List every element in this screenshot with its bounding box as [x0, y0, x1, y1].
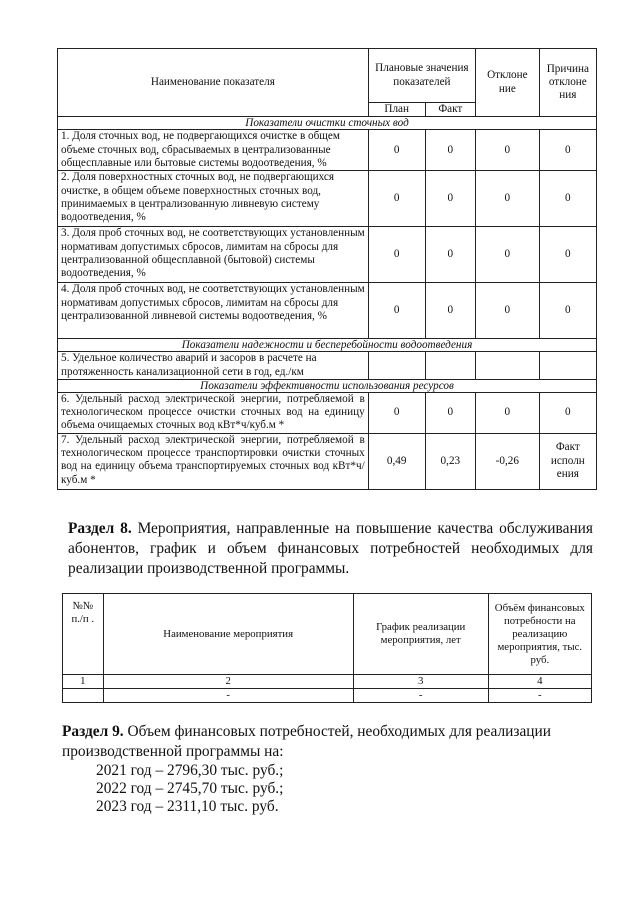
row-fact: 0 [425, 130, 475, 171]
row-reason: 0 [539, 130, 596, 171]
row-deviation: 0 [476, 392, 540, 433]
row-plan: 0 [368, 283, 425, 339]
row-name: 7. Удельный расход электрической энергии, потребляемой в технологическом процессе транспортировки очистки сточных вод на единицу объема транспортируемых сточных вод кВт*ч/куб.м * [58, 433, 369, 489]
row-fact [425, 352, 475, 380]
col-number: 3 [353, 675, 488, 689]
col-header-name: Наименование мероприятия [103, 594, 353, 675]
table-row [58, 433, 597, 489]
row-plan: 0 [368, 130, 425, 171]
row-fact: 0 [425, 283, 475, 339]
row-reason: 0 [539, 227, 596, 283]
row-reason: Факт исполн ения [539, 433, 596, 489]
col-header-fact: Факт [425, 103, 475, 117]
row-fact: 0 [425, 392, 475, 433]
table-row [58, 130, 597, 171]
section-8-paragraph [68, 519, 593, 579]
row-name: 5. Удельное количество аварий и засоров в расчете на протяженность канализационной сети в год, ед./км [58, 352, 369, 380]
section-8-label: Раздел 8. [68, 520, 132, 537]
row-finance: - [488, 689, 591, 703]
row-schedule: - [353, 689, 488, 703]
section-9-text: Объем финансовых потребностей, необходимых для реализации производственной программы на: [62, 723, 551, 760]
section-8-text: Мероприятия, направленные на повышение качества обслуживания абонентов, график и объем финансовых потребностей необходимых для реализации производственной программы. [68, 520, 593, 577]
col-header-deviation: Отклоне ние [476, 49, 540, 117]
row-fact: 0 [425, 171, 475, 227]
table-row [58, 227, 597, 283]
year-line: 2021 год – 2796,30 тыс. руб.; [96, 762, 284, 779]
row-name: - [103, 689, 353, 703]
numbering-row [63, 675, 592, 689]
table-row [58, 392, 597, 433]
col-header-num: №№ п./п . [63, 594, 104, 675]
row-reason: 0 [539, 283, 596, 339]
table-row [63, 689, 592, 703]
table-row [58, 352, 597, 380]
year-line: 2023 год – 2311,10 тыс. руб. [96, 798, 279, 815]
row-name: 2. Доля поверхностных сточных вод, не подвергающихся очистке, в общем объеме поверхностных сточных вод, принимаемых в централизованную ливневую систему водоотведения, % [58, 171, 369, 227]
row-fact: 0,23 [425, 433, 475, 489]
col-header-name: Наименование показателя [58, 49, 369, 117]
col-header-finance: Объём финансовых потребности на реализацию мероприятия, тыс. руб. [488, 594, 591, 675]
row-deviation: -0,26 [476, 433, 540, 489]
row-reason: 0 [539, 171, 596, 227]
col-header-reason: Причина отклоне ния [539, 49, 596, 117]
row-deviation: 0 [476, 171, 540, 227]
row-fact: 0 [425, 227, 475, 283]
table-row [58, 171, 597, 227]
indicators-table [57, 48, 597, 490]
row-plan: 0 [368, 227, 425, 283]
row-deviation [476, 352, 540, 380]
row-name: 6. Удельный расход электрической энергии, потребляемой в технологическом процессе очистки сточных вод на единицу объема очищаемых сточных вод кВт*ч/куб.м * [58, 392, 369, 433]
col-header-planned: Плановые значения показателей [368, 49, 475, 103]
row-plan: 0 [368, 392, 425, 433]
row-plan: 0,49 [368, 433, 425, 489]
row-deviation: 0 [476, 283, 540, 339]
row-plan: 0 [368, 171, 425, 227]
year-line: 2022 год – 2745,70 тыс. руб.; [96, 780, 284, 797]
col-number: 1 [63, 675, 104, 689]
col-header-plan: План [368, 103, 425, 117]
section-efficiency: Показатели эффективности использования ресурсов [58, 379, 597, 392]
section-9-paragraph [62, 722, 582, 762]
measures-table [62, 593, 592, 703]
row-name: 4. Доля проб сточных вод, не соответствующих установленным нормативам допустимых сбросов, лимитам на сбросы для централизованной ливневой системы водоотведения, % [58, 283, 369, 339]
row-num [63, 689, 104, 703]
col-number: 4 [488, 675, 591, 689]
row-reason: 0 [539, 392, 596, 433]
col-number: 2 [103, 675, 353, 689]
col-header-schedule: График реализации мероприятия, лет [353, 594, 488, 675]
row-deviation: 0 [476, 130, 540, 171]
row-plan [368, 352, 425, 380]
row-name: 3. Доля проб сточных вод, не соответствующих установленным нормативам допустимых сбросов, лимитам на сбросы для централизованной общесплавной (бытовой) системы водоотведения, % [58, 227, 369, 283]
section-9-label: Раздел 9. [62, 723, 124, 740]
row-deviation: 0 [476, 227, 540, 283]
section-reliability: Показатели надежности и бесперебойности водоотведения [58, 339, 597, 352]
section-cleaning: Показатели очистки сточных вод [58, 117, 597, 130]
table-row [58, 283, 597, 339]
row-name: 1. Доля сточных вод, не подвергающихся очистке в общем объеме сточных вод, сбрасываемых в централизованные общесплавные или бытовые системы водоотведения, % [58, 130, 369, 171]
row-reason [539, 352, 596, 380]
